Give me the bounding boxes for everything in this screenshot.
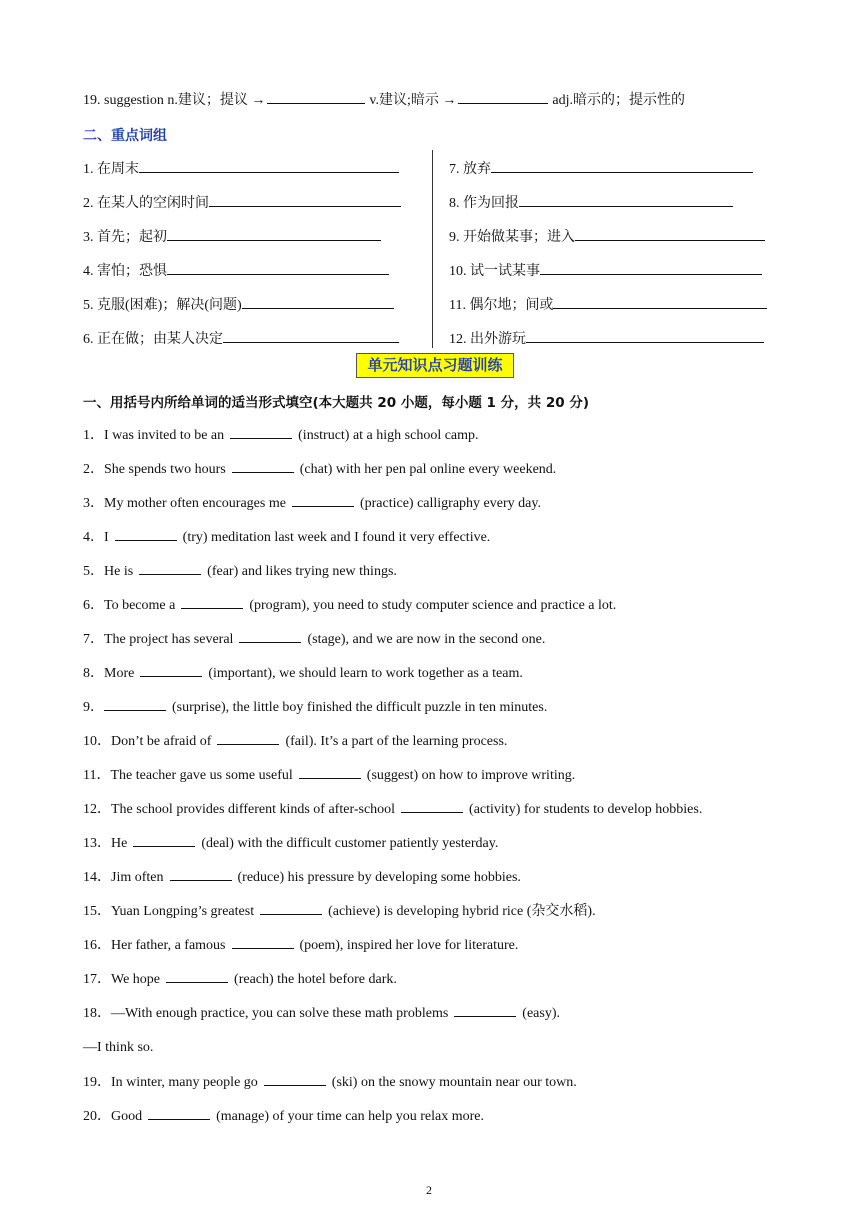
answer-blank[interactable] <box>167 228 381 241</box>
question-text: 7．The project has several <box>83 632 234 647</box>
phrase-label: 5. 克服(困难)；解决(问题) <box>83 298 242 313</box>
phrase-item-5 <box>83 296 394 315</box>
question-text: 13．He <box>83 836 128 851</box>
question-text: 14．Jim often <box>83 870 164 885</box>
unit-title: 单元知识点习题训练 <box>356 353 514 378</box>
question-hint: (reduce) his pressure by developing some hobbies. <box>237 870 521 885</box>
answer-blank[interactable] <box>140 664 202 677</box>
question-20 <box>83 1107 484 1126</box>
phrase-item-7 <box>449 160 753 179</box>
question-text: 20．Good <box>83 1109 143 1124</box>
question-text: 18．—With enough practice, you can solve these math problems <box>83 1006 449 1021</box>
question-9 <box>83 698 547 717</box>
phrase-item-8 <box>449 194 733 213</box>
answer-blank[interactable] <box>540 262 762 275</box>
vocab-19-prefix: 19. suggestion n.建议；提议 → <box>83 93 266 108</box>
question-hint: (important), we should learn to work together as a team. <box>208 666 523 681</box>
question-hint: (manage) of your time can help you relax more. <box>216 1109 484 1124</box>
answer-blank[interactable] <box>115 528 177 541</box>
answer-blank[interactable] <box>133 834 195 847</box>
answer-blank[interactable] <box>239 630 301 643</box>
phrase-label: 4. 害怕；恐惧 <box>83 264 167 279</box>
question-text: 10．Don’t be afraid of <box>83 734 212 749</box>
question-hint: (activity) for students to develop hobbies. <box>469 802 703 817</box>
question-2 <box>83 460 556 479</box>
answer-blank[interactable] <box>401 800 463 813</box>
question-hint: (fear) and likes trying new things. <box>207 564 397 579</box>
question-hint: (achieve) is developing hybrid rice (杂交水稻). <box>328 904 596 919</box>
question-hint: (practice) calligraphy every day. <box>359 496 541 511</box>
question-hint: (instruct) at a high school camp. <box>298 428 479 443</box>
phrase-label: 8. 作为回报 <box>449 196 519 211</box>
answer-blank[interactable] <box>575 228 765 241</box>
answer-blank[interactable] <box>458 91 548 104</box>
question-18-reply <box>83 1039 153 1057</box>
phrase-item-4 <box>83 262 389 281</box>
answer-blank[interactable] <box>209 194 401 207</box>
answer-blank[interactable] <box>526 330 764 343</box>
question-text: 11．The teacher gave us some useful <box>83 768 293 783</box>
answer-blank[interactable] <box>260 902 322 915</box>
phrase-item-9 <box>449 228 765 247</box>
question-text: 6．To become a <box>83 598 176 613</box>
question-12 <box>83 800 702 819</box>
answer-blank[interactable] <box>170 868 232 881</box>
section-1-title: 一、用括号内所给单词的适当形式填空(本大题共 20 小题，每小题 1 分，共 20 分) <box>83 395 590 411</box>
answer-blank[interactable] <box>553 296 767 309</box>
question-5 <box>83 562 397 581</box>
answer-blank[interactable] <box>454 1004 516 1017</box>
answer-blank[interactable] <box>148 1107 210 1120</box>
phrase-item-1 <box>83 160 399 179</box>
question-17 <box>83 970 397 989</box>
question-text: 15．Yuan Longping’s greatest <box>83 904 255 919</box>
question-hint: (chat) with her pen pal online every weekend. <box>299 462 557 477</box>
question-text: 19．In winter, many people go <box>83 1075 258 1090</box>
answer-blank[interactable] <box>232 460 294 473</box>
question-10 <box>83 732 507 751</box>
question-hint: (easy). <box>522 1006 560 1021</box>
phrase-label: 6. 正在做；由某人决定 <box>83 332 223 347</box>
question-1 <box>83 426 479 445</box>
question-text: 2．She spends two hours <box>83 462 226 477</box>
question-hint: (stage), and we are now in the second one. <box>307 632 546 647</box>
question-text: 8．More <box>83 666 135 681</box>
question-8 <box>83 664 523 683</box>
phrase-item-3 <box>83 228 381 247</box>
vocab-item-19 <box>83 91 685 110</box>
phrase-label: 12. 出外游玩 <box>449 332 526 347</box>
question-text: 1．I was invited to be an <box>83 428 225 443</box>
question-text: 16．Her father, a famous <box>83 938 226 953</box>
answer-blank[interactable] <box>299 766 361 779</box>
answer-blank[interactable] <box>139 562 201 575</box>
answer-blank[interactable] <box>181 596 243 609</box>
question-hint: (poem), inspired her love for literature. <box>299 938 519 953</box>
answer-blank[interactable] <box>491 160 753 173</box>
phrase-label: 10. 试一试某事 <box>449 264 540 279</box>
question-15 <box>83 902 596 921</box>
question-text: 17．We hope <box>83 972 161 987</box>
phrase-label: 3. 首先；起初 <box>83 230 167 245</box>
phrases-heading: 二、重点词组 <box>83 128 167 144</box>
question-text: 4．I <box>83 530 109 545</box>
question-11 <box>83 766 575 785</box>
answer-blank[interactable] <box>232 936 294 949</box>
answer-blank[interactable] <box>264 1073 326 1086</box>
question-6 <box>83 596 616 615</box>
phrase-label: 2. 在某人的空闲时间 <box>83 196 209 211</box>
answer-blank[interactable] <box>139 160 399 173</box>
question-hint: (try) meditation last week and I found it very effective. <box>182 530 491 545</box>
answer-blank[interactable] <box>267 91 365 104</box>
phrase-item-6 <box>83 330 399 349</box>
question-7 <box>83 630 545 649</box>
answer-blank[interactable] <box>217 732 279 745</box>
phrase-item-10 <box>449 262 762 281</box>
question-4 <box>83 528 490 547</box>
answer-blank[interactable] <box>223 330 399 343</box>
answer-blank[interactable] <box>242 296 394 309</box>
question-hint: (program), you need to study computer science and practice a lot. <box>249 598 617 613</box>
question-hint: (suggest) on how to improve writing. <box>366 768 576 783</box>
question-text: 12．The school provides different kinds of after-school <box>83 802 396 817</box>
question-hint: (deal) with the difficult customer patiently yesterday. <box>201 836 499 851</box>
question-hint: (reach) the hotel before dark. <box>234 972 397 987</box>
question-text: —I think so. <box>83 1040 154 1055</box>
answer-blank[interactable] <box>519 194 733 207</box>
phrase-item-12 <box>449 330 764 349</box>
question-text: 5．He is <box>83 564 134 579</box>
phrase-item-11 <box>449 296 767 315</box>
phrase-label: 11. 偶尔地；间或 <box>449 298 554 313</box>
question-text: 3．My mother often encourages me <box>83 496 286 511</box>
question-hint: (surprise), the little boy finished the difficult puzzle in ten minutes. <box>172 700 548 715</box>
question-text: 9． <box>83 700 104 715</box>
phrase-item-2 <box>83 194 401 213</box>
page-number: 2 <box>426 1183 432 1197</box>
phrase-label: 1. 在周末 <box>83 162 139 177</box>
question-13 <box>83 834 498 853</box>
question-hint: (ski) on the snowy mountain near our town. <box>331 1075 577 1090</box>
question-14 <box>83 868 521 887</box>
question-hint: (fail). It’s a part of the learning process. <box>285 734 508 749</box>
answer-blank[interactable] <box>230 426 292 439</box>
answer-blank[interactable] <box>292 494 354 507</box>
answer-blank[interactable] <box>167 262 389 275</box>
phrase-label: 7. 放弃 <box>449 162 491 177</box>
question-18 <box>83 1004 560 1023</box>
answer-blank[interactable] <box>104 698 166 711</box>
question-16 <box>83 936 518 955</box>
answer-blank[interactable] <box>166 970 228 983</box>
vocab-19-mid: v.建议;暗示 → <box>369 93 457 108</box>
phrase-label: 9. 开始做某事；进入 <box>449 230 575 245</box>
question-3 <box>83 494 541 513</box>
vocab-19-suffix: adj.暗示的；提示性的 <box>552 93 685 108</box>
column-divider <box>432 150 433 348</box>
question-19 <box>83 1073 577 1092</box>
